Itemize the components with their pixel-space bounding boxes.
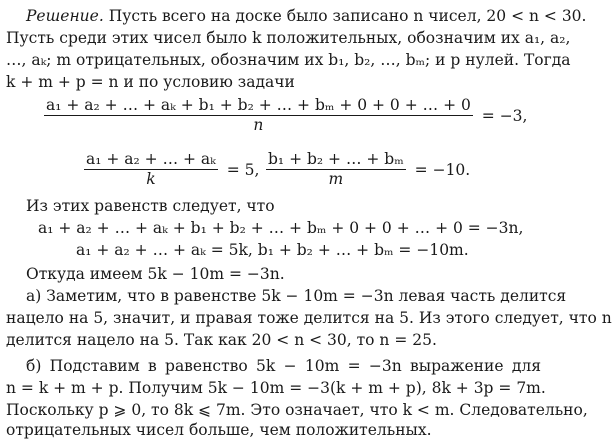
text-line-6: Откуда имеем 5k − 10m = −3n. xyxy=(26,265,285,283)
fraction-all xyxy=(44,96,473,135)
text-line-2: Пусть среди этих чисел было k положительных, обозначим их a₁, a₂, xyxy=(6,29,571,47)
part-a-line-2: нацело на 5, значит, и правая тоже делится на 5. Из этого следует, что n xyxy=(6,309,612,327)
part-b-line-4: отрицательных чисел больше, чем положительных. xyxy=(6,421,432,439)
fraction-all-result: = −3, xyxy=(481,106,528,125)
text-line-3: …, aₖ; m отрицательных, обозначим их b₁, b₂, …, bₘ; и p нулей. Тогда xyxy=(6,51,571,69)
equation-average-negative xyxy=(266,150,470,189)
fraction-all-denominator: n xyxy=(253,116,264,134)
fraction-positive xyxy=(84,150,218,189)
fraction-positive-denominator: k xyxy=(146,170,156,188)
part-b-line-1: б) Подставим в равенство 5k − 10m = −3n выражение для xyxy=(26,357,541,375)
fraction-positive-numerator: a₁ + a₂ + … + aₖ xyxy=(86,150,216,168)
equation-average-positive xyxy=(84,150,259,189)
part-b-line-3: Поскольку p ⩾ 0, то 8k ⩽ 7m. Это означает, что k < m. Следовательно, xyxy=(6,401,588,419)
fraction-all-numerator: a₁ + a₂ + … + aₖ + b₁ + b₂ + … + bₘ + 0 + 0 + … + 0 xyxy=(46,96,471,114)
intro-line xyxy=(26,6,587,26)
fraction-negative-result: = −10. xyxy=(414,160,471,179)
part-b-line-2: n = k + m + p. Получим 5k − 10m = −3(k + m + p), 8k + 3p = 7m. xyxy=(6,379,546,397)
intro-text: Пусть всего на доске было записано n чисел, 20 < n < 30. xyxy=(108,7,587,25)
fraction-negative-denominator: m xyxy=(328,170,344,188)
part-a-line-3: делится нацело на 5. Так как 20 < n < 30, то n = 25. xyxy=(6,331,437,349)
solution-label: Решение. xyxy=(26,7,104,25)
text-line-5: Из этих равенств следует, что xyxy=(26,197,275,215)
equation-average-all xyxy=(44,96,527,135)
part-a-line-1: а) Заметим, что в равенстве 5k − 10m = −3n левая часть делится xyxy=(26,287,567,305)
text-line-4: k + m + p = n и по условию задачи xyxy=(6,73,295,91)
fraction-negative xyxy=(266,150,406,189)
fraction-positive-result: = 5, xyxy=(226,160,260,179)
equation-sum-all: a₁ + a₂ + … + aₖ + b₁ + b₂ + … + bₘ + 0 + 0 + … + 0 = −3n, xyxy=(38,219,524,237)
fraction-negative-numerator: b₁ + b₂ + … + bₘ xyxy=(268,150,404,168)
equation-sums: a₁ + a₂ + … + aₖ = 5k, b₁ + b₂ + … + bₘ = −10m. xyxy=(76,241,469,259)
